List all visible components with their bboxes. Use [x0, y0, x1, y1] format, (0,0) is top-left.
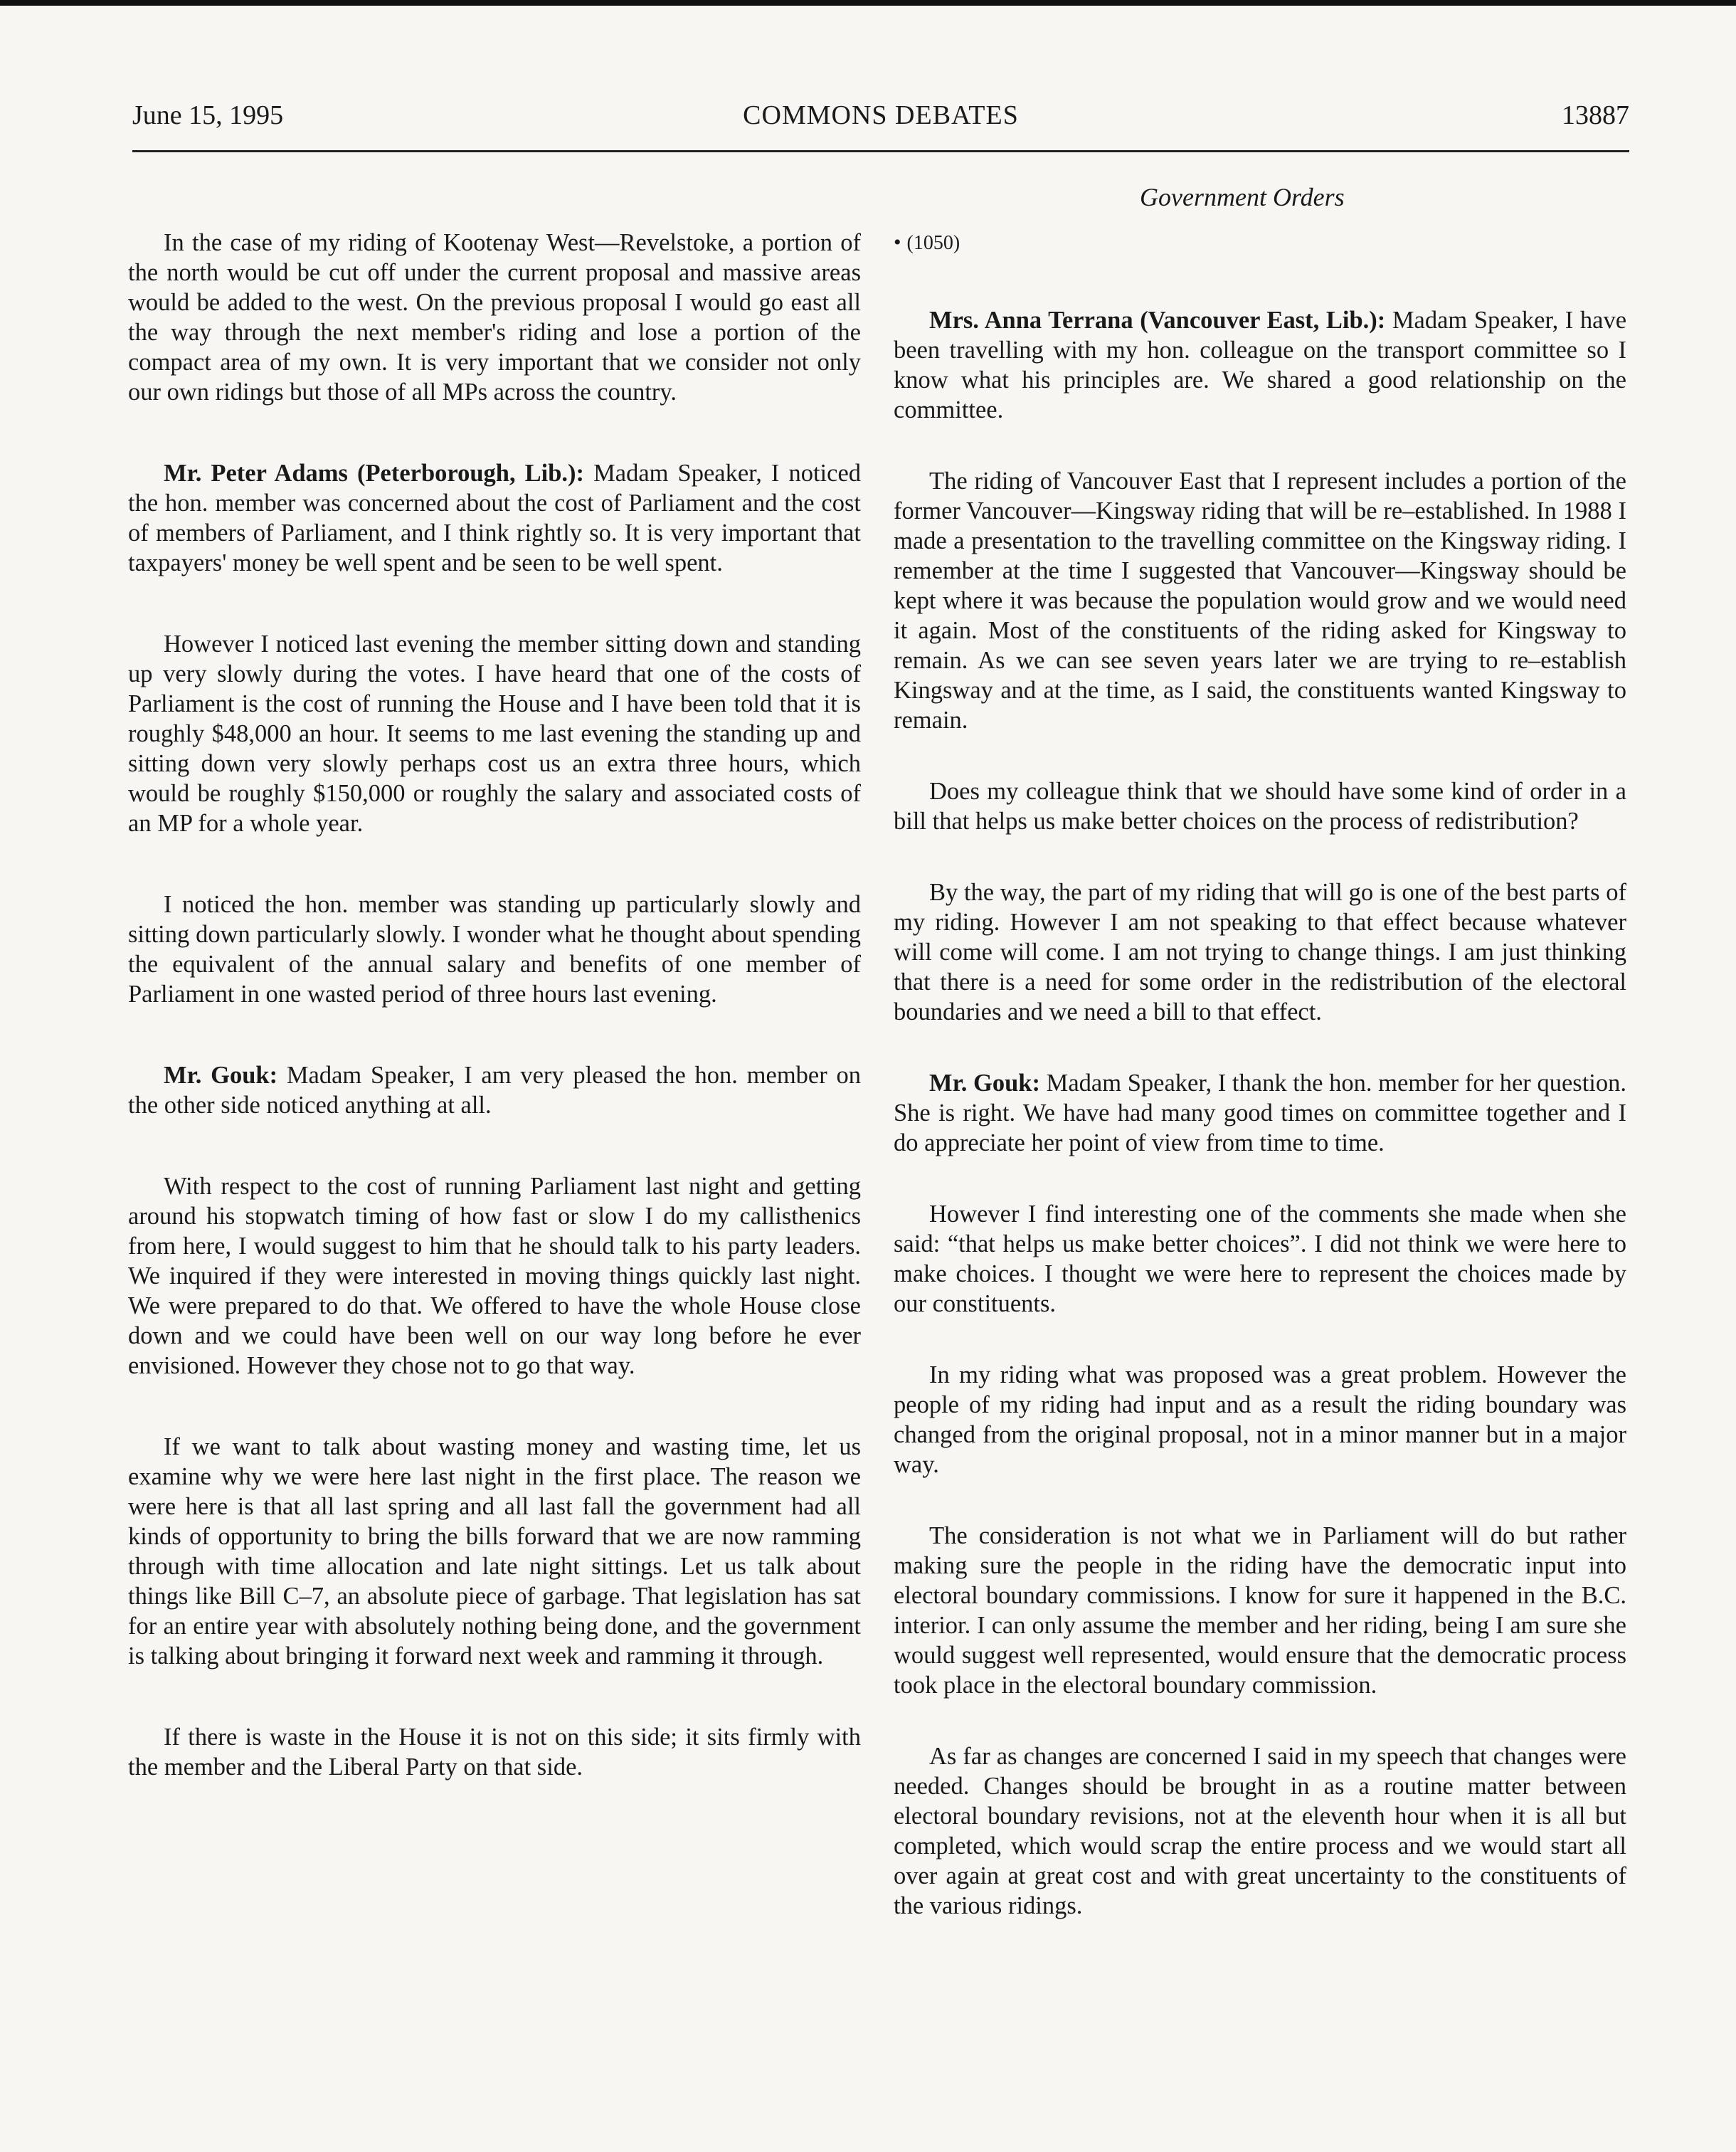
paragraph-text: However I noticed last evening the member sitting down and standing up very slowly during the votes. I have heard that one of the costs of Parliament is the cost of running the House and I have been told that it is roughly $48,000 an hour. It seems to me last evening the standing up and sitting down very slowly perhaps cost us an extra three hours, which would be roughly $150,000 or roughly the salary and associated costs of an MP for a whole year.	[128, 631, 861, 837]
paragraph-text: The consideration is not what we in Parliament will do but rather making sure the people in the riding have the democratic input into electoral boundary commissions. I know for sure it happened in the B.C. interior. I can only assume the member and her riding, being I am sure she would suggest well represented, would ensure that the democratic process took place in the electoral boundary commission.	[894, 1522, 1626, 1699]
right-column	[894, 228, 1626, 1962]
paragraph-text: In the case of my riding of Kootenay West—Revelstoke, a portion of the north would be cut off under the current proposal and massive areas would be added to the west. On the previous proposal I would go east all the way through the next member's riding and lose a portion of the compact area of my own. It is very important that we consider not only our own ridings but those of all MPs across the country.	[128, 229, 861, 406]
paragraph	[894, 1741, 1626, 1921]
time-marker	[894, 228, 1626, 258]
paragraph-text: Madam Speaker, I have been travelling with my hon. colleague on the transport committee so I know what his principles are. We shared a good relationship on the committee.	[894, 307, 1627, 423]
bullet-icon: •	[894, 231, 901, 254]
paragraph-text: Madam Speaker, I am very pleased the hon. member on the other side noticed anything at all.	[128, 1062, 861, 1119]
paragraph-text: Does my colleague think that we should have some kind of order in a bill that helps us make better choices on the process of redistribution?	[894, 778, 1626, 835]
paragraph-text: With respect to the cost of running Parliament last night and getting around his stopwatch timing of how fast or slow I do my callisthenics from here, I would suggest to him that he should talk to his party leaders. We inquired if they were interested in moving things quickly last night. We were prepared to do that. We offered to have the whole House close down and we could have been well on our way long before he ever envisioned. However they chose not to go that way.	[128, 1173, 861, 1379]
paragraph	[128, 458, 861, 578]
scan-top-edge	[0, 0, 1736, 6]
header-rule	[132, 150, 1629, 152]
speaker-name: Mr. Peter Adams (Peterborough, Lib.):	[164, 460, 585, 487]
paragraph-text: By the way, the part of my riding that will go is one of the best parts of my riding. However I am not speaking to that effect because whatever will come will come. I am not trying to change things. I am just thinking that there is a need for some order in the redistribution of the electoral boundaries and we need a bill to that effect.	[894, 879, 1626, 1025]
paragraph	[128, 1722, 861, 1782]
paragraph-text: If we want to talk about wasting money and wasting time, let us examine why we were here last night in the first place. The reason we were here is that all last spring and all last fall the government had all kinds of opportunity to bring the bills forward that we are now ramming through with time allocation and late night sittings. Let us talk about things like Bill C–7, an absolute piece of garbage. That legislation has sat for an entire year with absolutely nothing being done, and the government is talking about bringing it forward next week and ramming it through.	[128, 1433, 861, 1670]
paragraph-text: In my riding what was proposed was a great problem. However the people of my riding had input and as a result the riding boundary was changed from the original proposal, not in a minor manner but in a major way.	[894, 1361, 1626, 1478]
paragraph-text: The riding of Vancouver East that I represent includes a portion of the former Vancouver—Kingsway riding that will be re–established. In 1988 I made a presentation to the travelling committee on the Kingsway riding. I remember at the time I suggested that Vancouver—Kingsway should be kept where it was because the population would grow and we would need it again. Most of the constituents of the riding asked for Kingsway to remain. As we can see seven years later we are trying to re–establish Kingsway and at the time, as I said, the constituents wanted Kingsway to remain.	[894, 468, 1626, 734]
section-title: Government Orders	[1140, 183, 1345, 211]
paragraph	[128, 1171, 861, 1381]
paragraph	[894, 1068, 1626, 1158]
paragraph	[894, 305, 1626, 425]
header-date: June 15, 1995	[132, 100, 284, 130]
paragraph	[128, 1432, 861, 1671]
paragraph-text: Madam Speaker, I thank the hon. member for her question. She is right. We have had many good times on committee together and I do appreciate her point of view from time to time.	[894, 1070, 1626, 1156]
paragraph	[128, 228, 861, 407]
paragraph	[894, 1199, 1626, 1319]
paragraph-text: I noticed the hon. member was standing up particularly slowly and sitting down particularly slowly. I wonder what he thought about spending the equivalent of the annual salary and benefits of one member of Parliament in one wasted period of three hours last evening.	[128, 891, 861, 1008]
paragraph	[128, 1060, 861, 1120]
paragraph	[894, 1360, 1626, 1480]
header-page-number: 13887	[1562, 100, 1629, 130]
paragraph-text: Madam Speaker, I noticed the hon. member was concerned about the cost of Parliament and the cost of members of Parliament, and I think rightly so. It is very important that taxpayers' money be well spent and be seen to be well spent.	[128, 460, 862, 576]
paragraph-text: If there is waste in the House it is not on this side; it sits firmly with the member and the Liberal Party on that side.	[128, 1724, 861, 1781]
paragraph-text: However I find interesting one of the comments she made when she said: “that helps us make better choices”. I did not think we were here to make choices. I thought we were here to represent the choices made by our constituents.	[894, 1201, 1626, 1317]
paragraph	[894, 776, 1626, 836]
paragraph	[894, 877, 1626, 1027]
header-publication: COMMONS DEBATES	[743, 100, 1019, 130]
paragraph	[128, 890, 861, 1009]
time-marker-label: (1050)	[906, 232, 960, 254]
paragraph	[128, 629, 861, 838]
speaker-name: Mrs. Anna Terrana (Vancouver East, Lib.):	[929, 307, 1386, 334]
speaker-name: Mr. Gouk:	[164, 1062, 278, 1089]
speaker-name: Mr. Gouk:	[929, 1070, 1040, 1097]
paragraph	[894, 1521, 1626, 1700]
paragraph	[894, 466, 1626, 735]
paragraph-text: As far as changes are concerned I said in my speech that changes were needed. Changes should be brought in as a routine matter between electoral boundary revisions, not at the eleventh hour when it is all but completed, which would scrap the entire process and we would start all over again at great cost and with great uncertainty to the constituents of the various ridings.	[894, 1743, 1626, 1919]
page-header	[132, 100, 1629, 149]
left-column	[128, 228, 861, 1833]
